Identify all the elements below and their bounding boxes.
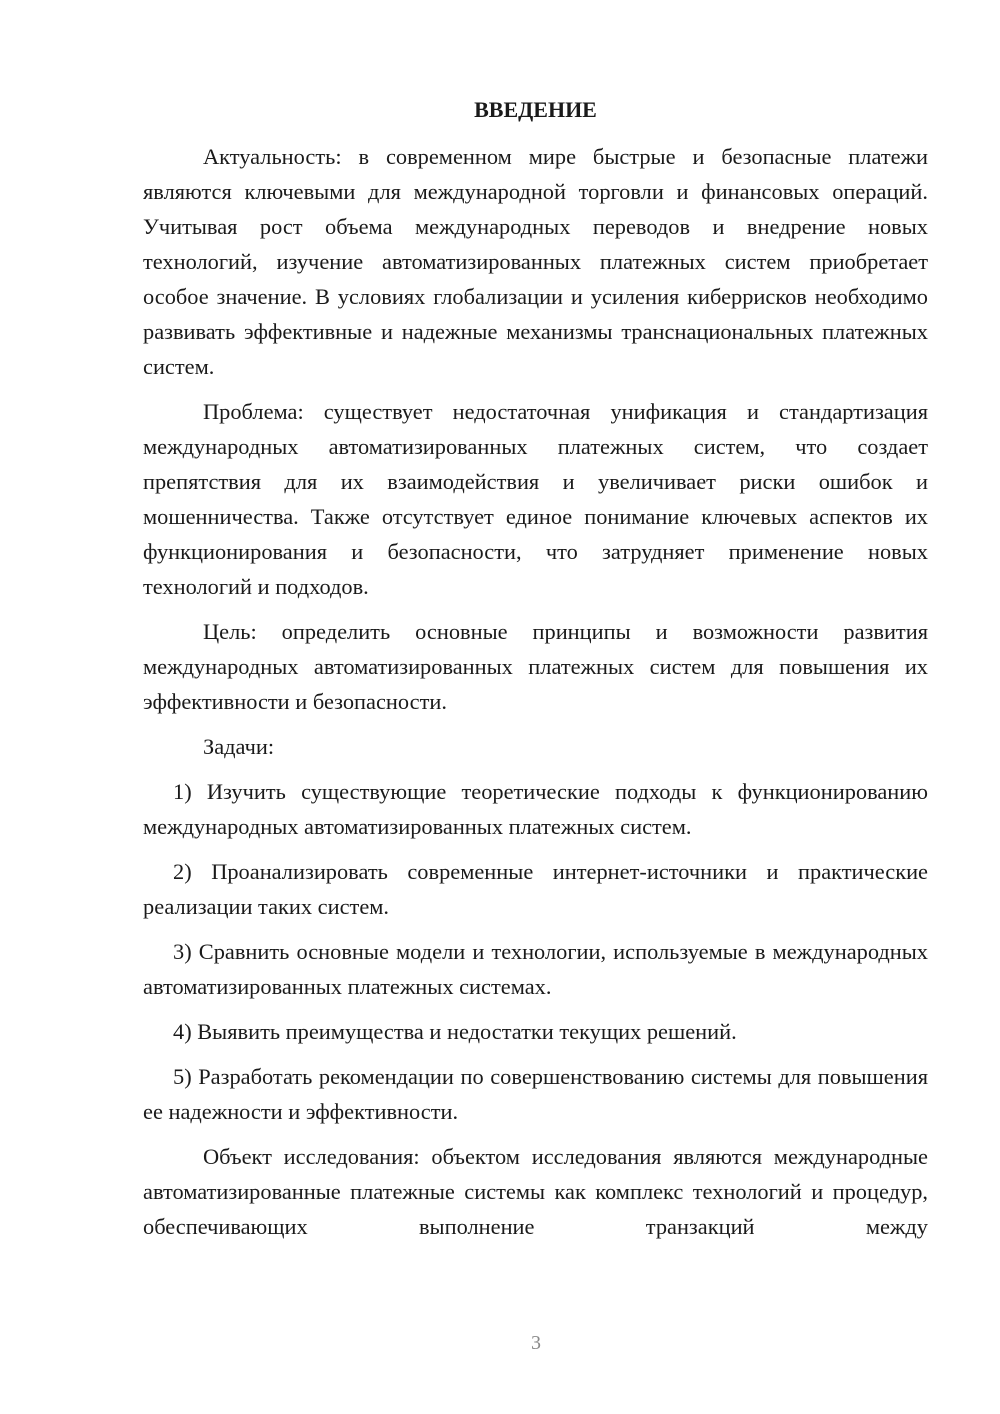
goal-paragraph: Цель: определить основные принципы и возможности развития международных автоматизированных платежных систем для повышения их эффективности и безопасности. xyxy=(143,619,928,714)
document-page xyxy=(143,95,928,1254)
task-item: 4) Выявить преимущества и недостатки текущих решений. xyxy=(173,1019,737,1044)
page-number: 3 xyxy=(531,1332,541,1354)
task-item: 5) Разработать рекомендации по совершенствованию системы для повышения ее надежности и эффективности. xyxy=(143,1064,928,1124)
task-item: 3) Сравнить основные модели и технологии, используемые в международных автоматизированных платежных системах. xyxy=(143,939,928,999)
tasks-label: Задачи: xyxy=(203,734,275,759)
problem-paragraph: Проблема: существует недостаточная унификация и стандартизация международных автоматизированных платежных систем, что создает препятствия для их взаимодействия и увеличивает риски ошибок и мошенничества. Также отсутствует единое понимание ключевых аспектов их функционирования и безопасности, что затрудняет применение новых технологий и подходов. xyxy=(143,399,928,599)
object-paragraph: Объект исследования: объектом исследования являются международные автоматизированные платежные системы как комплекс технологий и процедур, обеспечивающих выполнение транзакций между xyxy=(143,1144,928,1239)
relevance-paragraph: Актуальность: в современном мире быстрые и безопасные платежи являются ключевыми для международной торговли и финансовых операций. Учитывая рост объема международных переводов и внедрение новых технологий, изучение автоматизированных платежных систем приобретает особое значение. В условиях глобализации и усиления киберрисков необходимо развивать эффективные и надежные механизмы транснациональных платежных систем. xyxy=(143,144,928,379)
task-item: 2) Проанализировать современные интернет-источники и практические реализации таких систем. xyxy=(143,859,928,919)
section-heading: ВВЕДЕНИЕ xyxy=(474,97,597,122)
task-item: 1) Изучить существующие теоретические подходы к функционированию международных автоматизированных платежных систем. xyxy=(143,779,928,839)
